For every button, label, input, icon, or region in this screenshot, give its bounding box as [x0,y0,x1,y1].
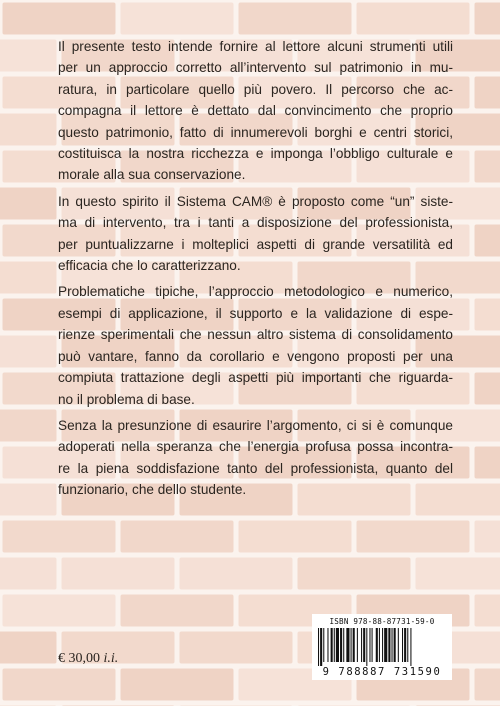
barcode-bars [318,628,446,666]
text-line: per un approccio corretto all’intervento sul patrimonio in mu- [58,60,453,76]
text-line: rienze sperimentali che nessun altro sistema di consolidamento [58,327,453,343]
price-unit: i.i. [103,651,119,666]
paragraph-1 [58,36,453,186]
text-line: costituisca la nostra ricchezza e imponga l’obbligo culturale e [58,146,453,162]
text-line: esempi di applicazione, il supporto e la validazione di espe- [58,305,453,321]
isbn-barcode [312,614,452,680]
text-line: no il problema di base. [58,391,195,407]
text-line: può vantare, fanno da corollario e vengono proposti per una [58,348,453,364]
text-line: questo patrimonio, fatto di innumerevoli borghi e centri storici, [58,124,453,140]
price-amount: € 30,00 [58,651,100,666]
text-line: adoperati nella speranza che l’energia profusa possa incontra- [58,439,453,455]
text-line: compiuta trattazione degli aspetti più importanti che riguarda- [58,370,453,386]
text-line: per puntualizzarne i molteplici aspetti di grande versatilità ed [58,236,453,252]
paragraph-2 [58,191,453,277]
text-line: ratura, in particolare quello più povero. Il percorso che ac- [58,81,453,97]
text-line: Senza la presunzione di esaurire l’argomento, ci si è comunque [58,417,453,433]
back-cover-text [58,36,453,506]
paragraph-3 [58,281,453,409]
isbn-label: ISBN 978-88-87731-59-0 [329,617,435,626]
barcode-digits: 9 788887 731590 [322,666,442,678]
text-line: morale alla sua conservazione. [58,167,246,183]
text-line: re la piena soddisfazione tanto del professionista, quanto del [58,460,453,476]
price-label [58,651,118,667]
text-line: compagna il lettore è dettato dal convincimento che proprio [58,103,453,119]
text-line: In questo spirito il Sistema CAM® è proposto come “un” siste- [58,193,453,209]
text-line: efficacia che lo caratterizzano. [58,258,241,274]
text-line: funzionario, che dello studente. [58,482,247,498]
text-line: Il presente testo intende fornire al lettore alcuni strumenti utili [58,39,453,54]
paragraph-4 [58,415,453,501]
text-line: ma di intervento, tra i tanti a disposizione del professionista, [58,215,453,231]
text-line: Problematiche tipiche, l’approccio metodologico e numerico, [58,284,453,300]
